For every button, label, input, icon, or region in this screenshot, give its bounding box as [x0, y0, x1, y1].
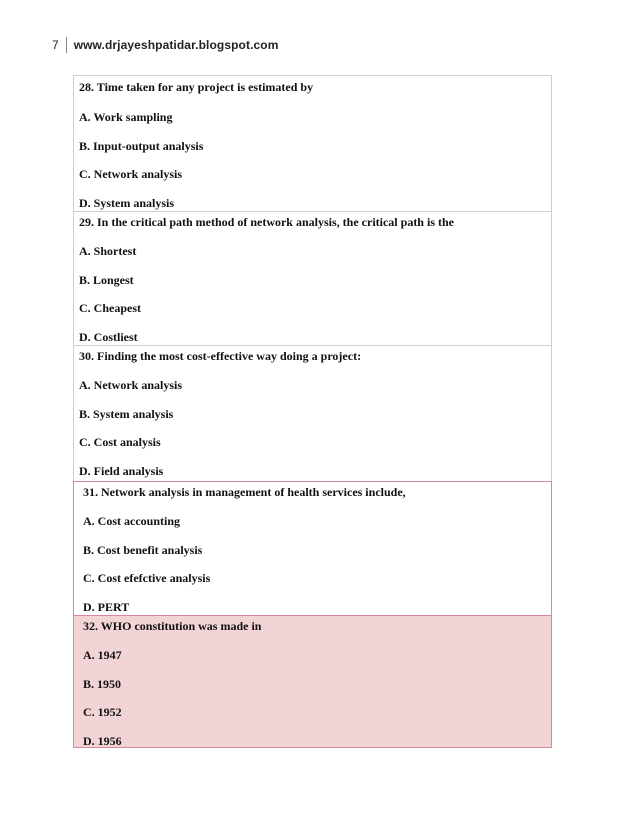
- option-d: D. PERT: [83, 600, 130, 614]
- option-a: A. Cost accounting: [83, 514, 181, 528]
- option-a: A. Shortest: [79, 244, 137, 258]
- question-text: 30. Finding the most cost-effective way doing a project:: [79, 349, 362, 363]
- option-d: D. Field analysis: [79, 464, 164, 478]
- question-block-28: [73, 75, 552, 212]
- question-block-31: [73, 481, 552, 616]
- question-block-29: [73, 211, 552, 346]
- option-a: A. 1947: [83, 648, 122, 662]
- option-c: C. Network analysis: [79, 167, 183, 181]
- option-d: D. 1956: [83, 734, 122, 748]
- site-url: www.drjayeshpatidar.blogspot.com: [73, 38, 279, 52]
- option-b: B. 1950: [83, 677, 122, 691]
- question-text: 31. Network analysis in management of health services include,: [83, 485, 406, 499]
- option-b: B. Longest: [79, 273, 134, 287]
- question-block-30: [73, 345, 552, 482]
- question-text: 28. Time taken for any project is estimated by: [79, 80, 314, 94]
- header-divider: [66, 37, 67, 53]
- option-d: D. System analysis: [79, 196, 175, 210]
- page-header: [52, 36, 278, 54]
- option-c: C. 1952: [83, 705, 122, 719]
- question-text: 32. WHO constitution was made in: [83, 619, 262, 633]
- option-b: B. System analysis: [79, 407, 174, 421]
- option-a: A. Network analysis: [79, 378, 183, 392]
- question-text: 29. In the critical path method of network analysis, the critical path is the: [79, 215, 454, 229]
- option-b: B. Cost benefit analysis: [83, 543, 203, 557]
- option-c: C. Cost efefctive analysis: [83, 571, 211, 585]
- option-d: D. Costliest: [79, 330, 138, 344]
- option-a: A. Work sampling: [79, 110, 173, 124]
- page-number: 7: [52, 38, 59, 52]
- option-b: B. Input-output analysis: [79, 139, 204, 153]
- question-table: [73, 75, 552, 748]
- option-c: C. Cost analysis: [79, 435, 161, 449]
- option-c: C. Cheapest: [79, 301, 141, 315]
- question-block-32: [73, 615, 552, 748]
